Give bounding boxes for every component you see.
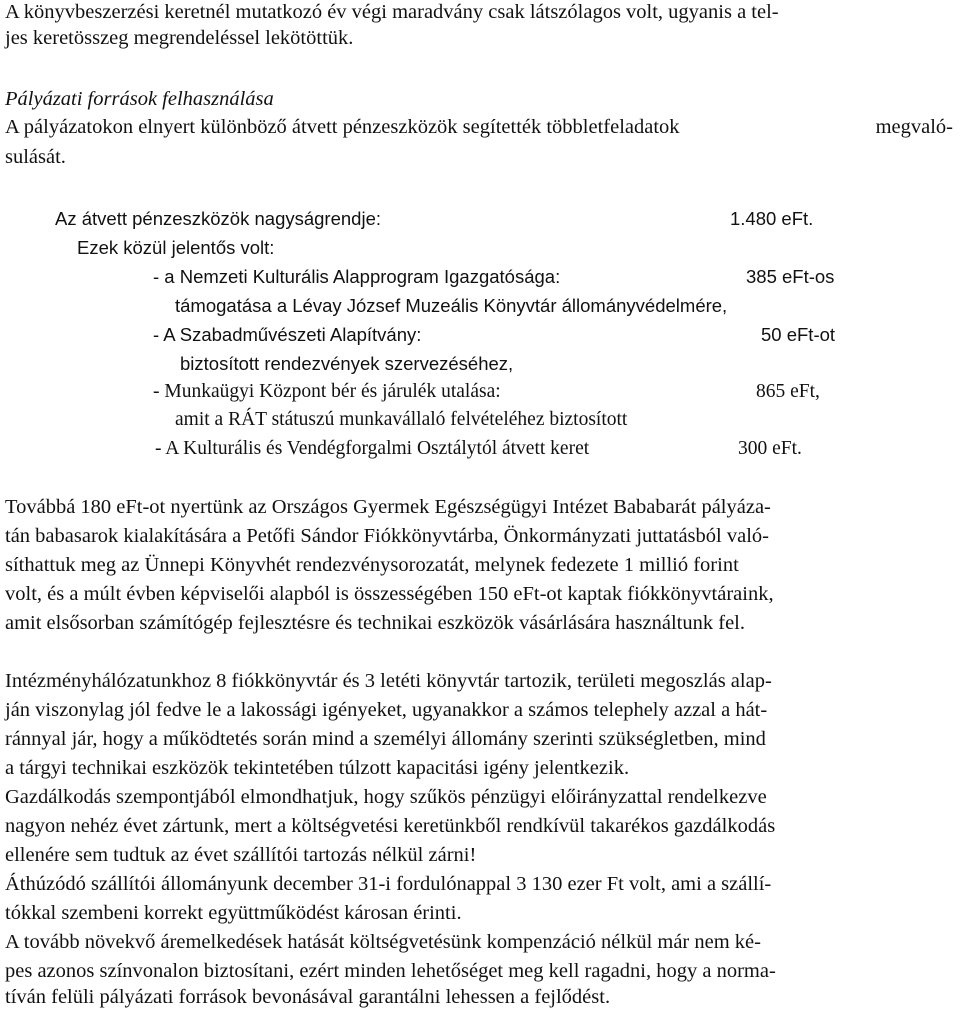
para2-line-5: amit elsősorban számítógép fejlesztésre és technikai eszközök vásárlására használtunk fel. (5, 612, 745, 634)
para3-line-10: A tovább növekvő áremelkedések hatását költségvetésünk kompenzáció nélkül már nem ké- (5, 931, 761, 953)
fund-item-1-value: 385 eFt-os (746, 266, 835, 287)
para3-line-12: tíván felüli pályázati források bevonásával garantálni lehessen a fejlődést. (5, 986, 611, 1008)
fund-item-3-value: 865 eFt, (756, 381, 820, 402)
funds-total-value: 1.480 eFt. (730, 208, 814, 229)
para3-line-1: Intézményhálózatunkhoz 8 fiókkönyvtár és 3 letéti könyvtár tartozik, területi megoszlás alap- (5, 670, 772, 692)
para2-line-4: volt, és a múlt évben képviselői alapból is összességében 150 eFt-ot kaptak fiókkönyvtáraink, (5, 583, 774, 605)
fund-item-4-label: - A Kulturális és Vendégforgalmi Osztálytól átvett keret (155, 438, 590, 459)
para2-line-1: Továbbá 180 eFt-ot nyertünk az Országos Gyermek Egészségügyi Intézet Bababarát pályáza- (5, 496, 771, 518)
funds-intro: Ezek közül jelentős volt: (77, 237, 275, 258)
para3-line-11: pes azonos színvonalon biztosítani, ezért minden lehetőséget meg kell ragadni, hogy a norma- (5, 960, 776, 982)
fund-item-4-value: 300 eFt. (738, 438, 802, 459)
fund-item-2-value: 50 eFt-ot (761, 324, 836, 345)
section-heading: Pályázati források felhasználása (5, 88, 274, 110)
funds-total-label: Az átvett pénzeszközök nagyságrendje: (55, 208, 381, 229)
para3-line-2: ján viszonylag jól fedve le a lakossági igényeket, ugyanakkor a számos telephely azzal a hát- (5, 699, 768, 721)
fund-item-2-label: - A Szabadművészeti Alapítvány: (153, 324, 422, 345)
section-para-line-1: A pályázatokon elnyert különböző átvett pénzeszközök segítették többletfeladatok megvaló- (5, 116, 953, 138)
para3-line-7: ellenére sem tudtuk az évet szállítói tartozás nélkül zárni! (5, 844, 477, 866)
para3-line-9: tókkal szembeni korrekt együttműködést károsan érinti. (5, 902, 462, 924)
para3-line-5: Gazdálkodás szempontjából elmondhatjuk, hogy szűkös pénzügyi előirányzattal rendelkezve (5, 786, 767, 808)
para2-line-3: síthattuk meg az Ünnepi Könyvhét rendezvénysorozatát, melynek fedezete 1 millió forint (5, 554, 739, 576)
para3-line-6: nagyon nehéz évet zártunk, mert a költségvetési keretünkből rendkívül takarékos gazdálkodás (5, 815, 776, 837)
fund-item-1-desc: támogatása a Lévay József Muzeális Könyvtár állományvédelmére, (175, 295, 728, 316)
para3-line-3: ránnyal jár, hogy a működtetés során mind a személyi állomány szerinti szükségletben, mind (5, 728, 766, 750)
para3-line-4: a tárgyi technikai eszközök tekintetében túlzott kapacitási igény jelentkezik. (5, 757, 630, 779)
intro-line-1: A könyvbeszerzési keretnél mutatkozó év végi maradvány csak látszólagos volt, ugyanis a tel- (5, 1, 779, 23)
para3-line-8: Áthúzódó szállítói állományunk december 31-i fordulónappal 3 130 ezer Ft volt, ami a szállí- (5, 873, 772, 895)
section-para-line-2: sulását. (5, 146, 66, 168)
intro-line-2: jes keretösszeg megrendeléssel lekötöttük. (5, 27, 354, 49)
fund-item-3-desc: amit a RÁT státuszú munkavállaló felvételéhez biztosított (175, 409, 628, 430)
fund-item-2-desc: biztosított rendezvények szervezéséhez, (180, 353, 514, 374)
para2-line-2: tán babasarok kialakítására a Petőfi Sándor Fiókkönyvtárba, Önkormányzati juttatásból való- (5, 525, 769, 547)
fund-item-1-label: - a Nemzeti Kulturális Alapprogram Igazgatósága: (153, 266, 561, 287)
fund-item-3-label: - Munkaügyi Központ bér és járulék utalása: (153, 381, 501, 402)
